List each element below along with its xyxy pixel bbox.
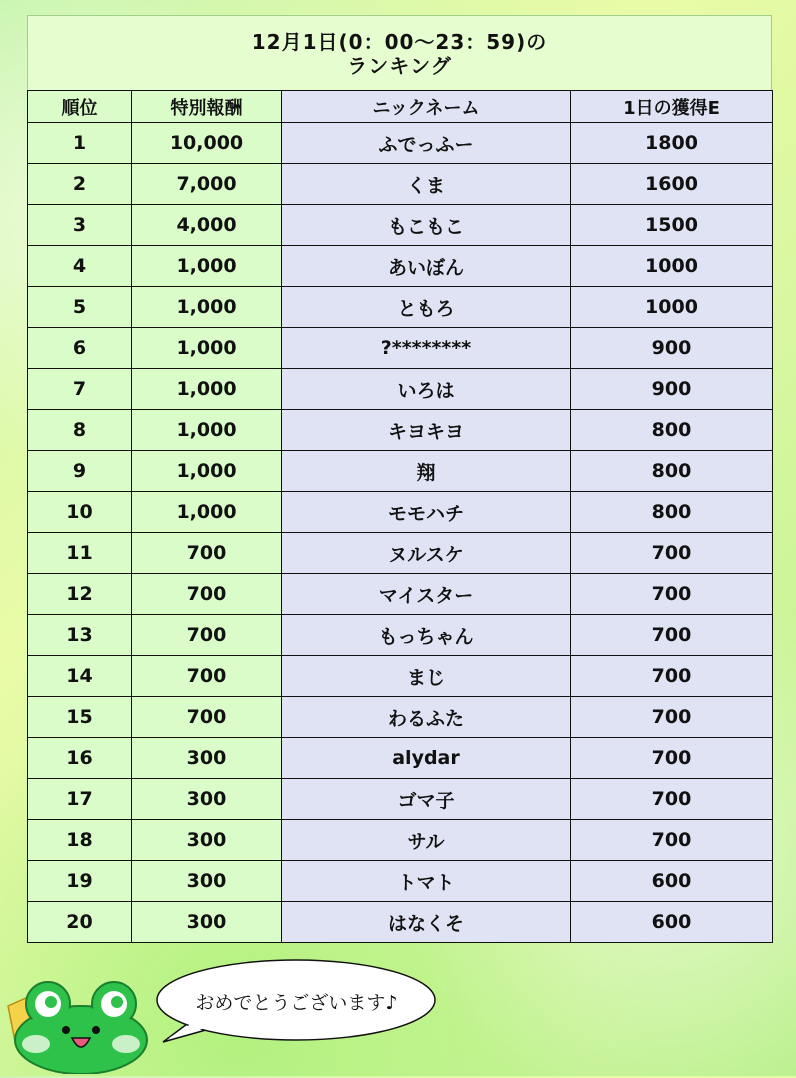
table-header-row (28, 91, 773, 123)
cell-reward: 300 (132, 820, 282, 861)
cell-nickname: まじ (282, 656, 571, 697)
cell-nickname: モモハチ (282, 492, 571, 533)
cell-rank: 8 (28, 410, 132, 451)
cell-daily-points: 800 (571, 492, 773, 533)
cell-rank: 11 (28, 533, 132, 574)
ranking-table-body (28, 123, 773, 943)
cell-reward: 4,000 (132, 205, 282, 246)
table-row (28, 492, 773, 533)
cell-daily-points: 1000 (571, 287, 773, 328)
cell-reward: 700 (132, 574, 282, 615)
cell-reward: 1,000 (132, 369, 282, 410)
cell-rank: 13 (28, 615, 132, 656)
header-nickname: ニックネーム (282, 91, 571, 123)
cell-rank: 16 (28, 738, 132, 779)
cell-rank: 5 (28, 287, 132, 328)
cell-nickname: ゴマ子 (282, 779, 571, 820)
cell-daily-points: 1600 (571, 164, 773, 205)
cell-nickname: あいぼん (282, 246, 571, 287)
cell-reward: 1,000 (132, 410, 282, 451)
frog-mascot-icon (6, 978, 156, 1074)
table-row (28, 779, 773, 820)
speech-bubble-text: おめでとうございます♪ (195, 991, 398, 1014)
header-rank: 順位 (28, 91, 132, 123)
cell-reward: 300 (132, 738, 282, 779)
cell-nickname: alydar (282, 738, 571, 779)
table-row (28, 820, 773, 861)
cell-nickname: ともろ (282, 287, 571, 328)
header-daily-points: 1日の獲得E (571, 91, 773, 123)
cell-daily-points: 1000 (571, 246, 773, 287)
cell-reward: 10,000 (132, 123, 282, 164)
cell-daily-points: 700 (571, 697, 773, 738)
table-row (28, 574, 773, 615)
cell-nickname: いろは (282, 369, 571, 410)
cell-nickname: もっちゃん (282, 615, 571, 656)
cell-rank: 17 (28, 779, 132, 820)
cell-reward: 1,000 (132, 451, 282, 492)
cell-reward: 1,000 (132, 246, 282, 287)
cell-nickname: キヨキヨ (282, 410, 571, 451)
cell-daily-points: 700 (571, 656, 773, 697)
cell-reward: 1,000 (132, 328, 282, 369)
cell-daily-points: 700 (571, 738, 773, 779)
cell-reward: 700 (132, 697, 282, 738)
cell-nickname: はなくそ (282, 902, 571, 943)
cell-reward: 300 (132, 902, 282, 943)
cell-reward: 700 (132, 615, 282, 656)
cell-daily-points: 800 (571, 451, 773, 492)
cell-daily-points: 900 (571, 369, 773, 410)
table-row (28, 328, 773, 369)
ranking-title-line1: 12月1日(0：00～23：59)の (251, 30, 548, 54)
cell-rank: 20 (28, 902, 132, 943)
cell-nickname: サル (282, 820, 571, 861)
cell-reward: 300 (132, 861, 282, 902)
table-row (28, 164, 773, 205)
cell-daily-points: 700 (571, 779, 773, 820)
cell-reward: 300 (132, 779, 282, 820)
cell-rank: 7 (28, 369, 132, 410)
cell-daily-points: 700 (571, 574, 773, 615)
cell-daily-points: 700 (571, 533, 773, 574)
cell-rank: 10 (28, 492, 132, 533)
header-reward: 特別報酬 (132, 91, 282, 123)
cell-reward: 1,000 (132, 492, 282, 533)
cell-daily-points: 600 (571, 861, 773, 902)
cell-rank: 2 (28, 164, 132, 205)
cell-rank: 1 (28, 123, 132, 164)
cell-daily-points: 1500 (571, 205, 773, 246)
table-row (28, 533, 773, 574)
cell-reward: 700 (132, 533, 282, 574)
cell-reward: 700 (132, 656, 282, 697)
cell-nickname: くま (282, 164, 571, 205)
cell-daily-points: 700 (571, 820, 773, 861)
cell-nickname: もこもこ (282, 205, 571, 246)
table-row (28, 287, 773, 328)
table-row (28, 369, 773, 410)
cell-rank: 3 (28, 205, 132, 246)
table-row (28, 738, 773, 779)
table-row (28, 615, 773, 656)
table-row (28, 205, 773, 246)
cell-nickname: ヌルスケ (282, 533, 571, 574)
table-row (28, 410, 773, 451)
cell-nickname: 翔 (282, 451, 571, 492)
cell-rank: 18 (28, 820, 132, 861)
cell-nickname: トマト (282, 861, 571, 902)
cell-reward: 1,000 (132, 287, 282, 328)
cell-daily-points: 900 (571, 328, 773, 369)
ranking-title-line2: ランキング (347, 54, 452, 78)
cell-daily-points: 800 (571, 410, 773, 451)
cell-nickname: ?******** (282, 328, 571, 369)
cell-rank: 12 (28, 574, 132, 615)
table-row (28, 902, 773, 943)
cell-rank: 9 (28, 451, 132, 492)
cell-rank: 14 (28, 656, 132, 697)
cell-rank: 19 (28, 861, 132, 902)
cell-daily-points: 600 (571, 902, 773, 943)
ranking-board (27, 15, 772, 943)
cell-daily-points: 700 (571, 615, 773, 656)
table-row (28, 451, 773, 492)
cell-nickname: わるふた (282, 697, 571, 738)
ranking-title-box (27, 15, 772, 90)
table-row (28, 246, 773, 287)
cell-nickname: マイスター (282, 574, 571, 615)
speech-bubble (155, 958, 438, 1044)
cell-rank: 6 (28, 328, 132, 369)
cell-nickname: ふでっふー (282, 123, 571, 164)
cell-reward: 7,000 (132, 164, 282, 205)
ranking-table (27, 90, 773, 943)
cell-rank: 4 (28, 246, 132, 287)
cell-daily-points: 1800 (571, 123, 773, 164)
table-row (28, 697, 773, 738)
table-row (28, 861, 773, 902)
cell-rank: 15 (28, 697, 132, 738)
table-row (28, 123, 773, 164)
table-row (28, 656, 773, 697)
